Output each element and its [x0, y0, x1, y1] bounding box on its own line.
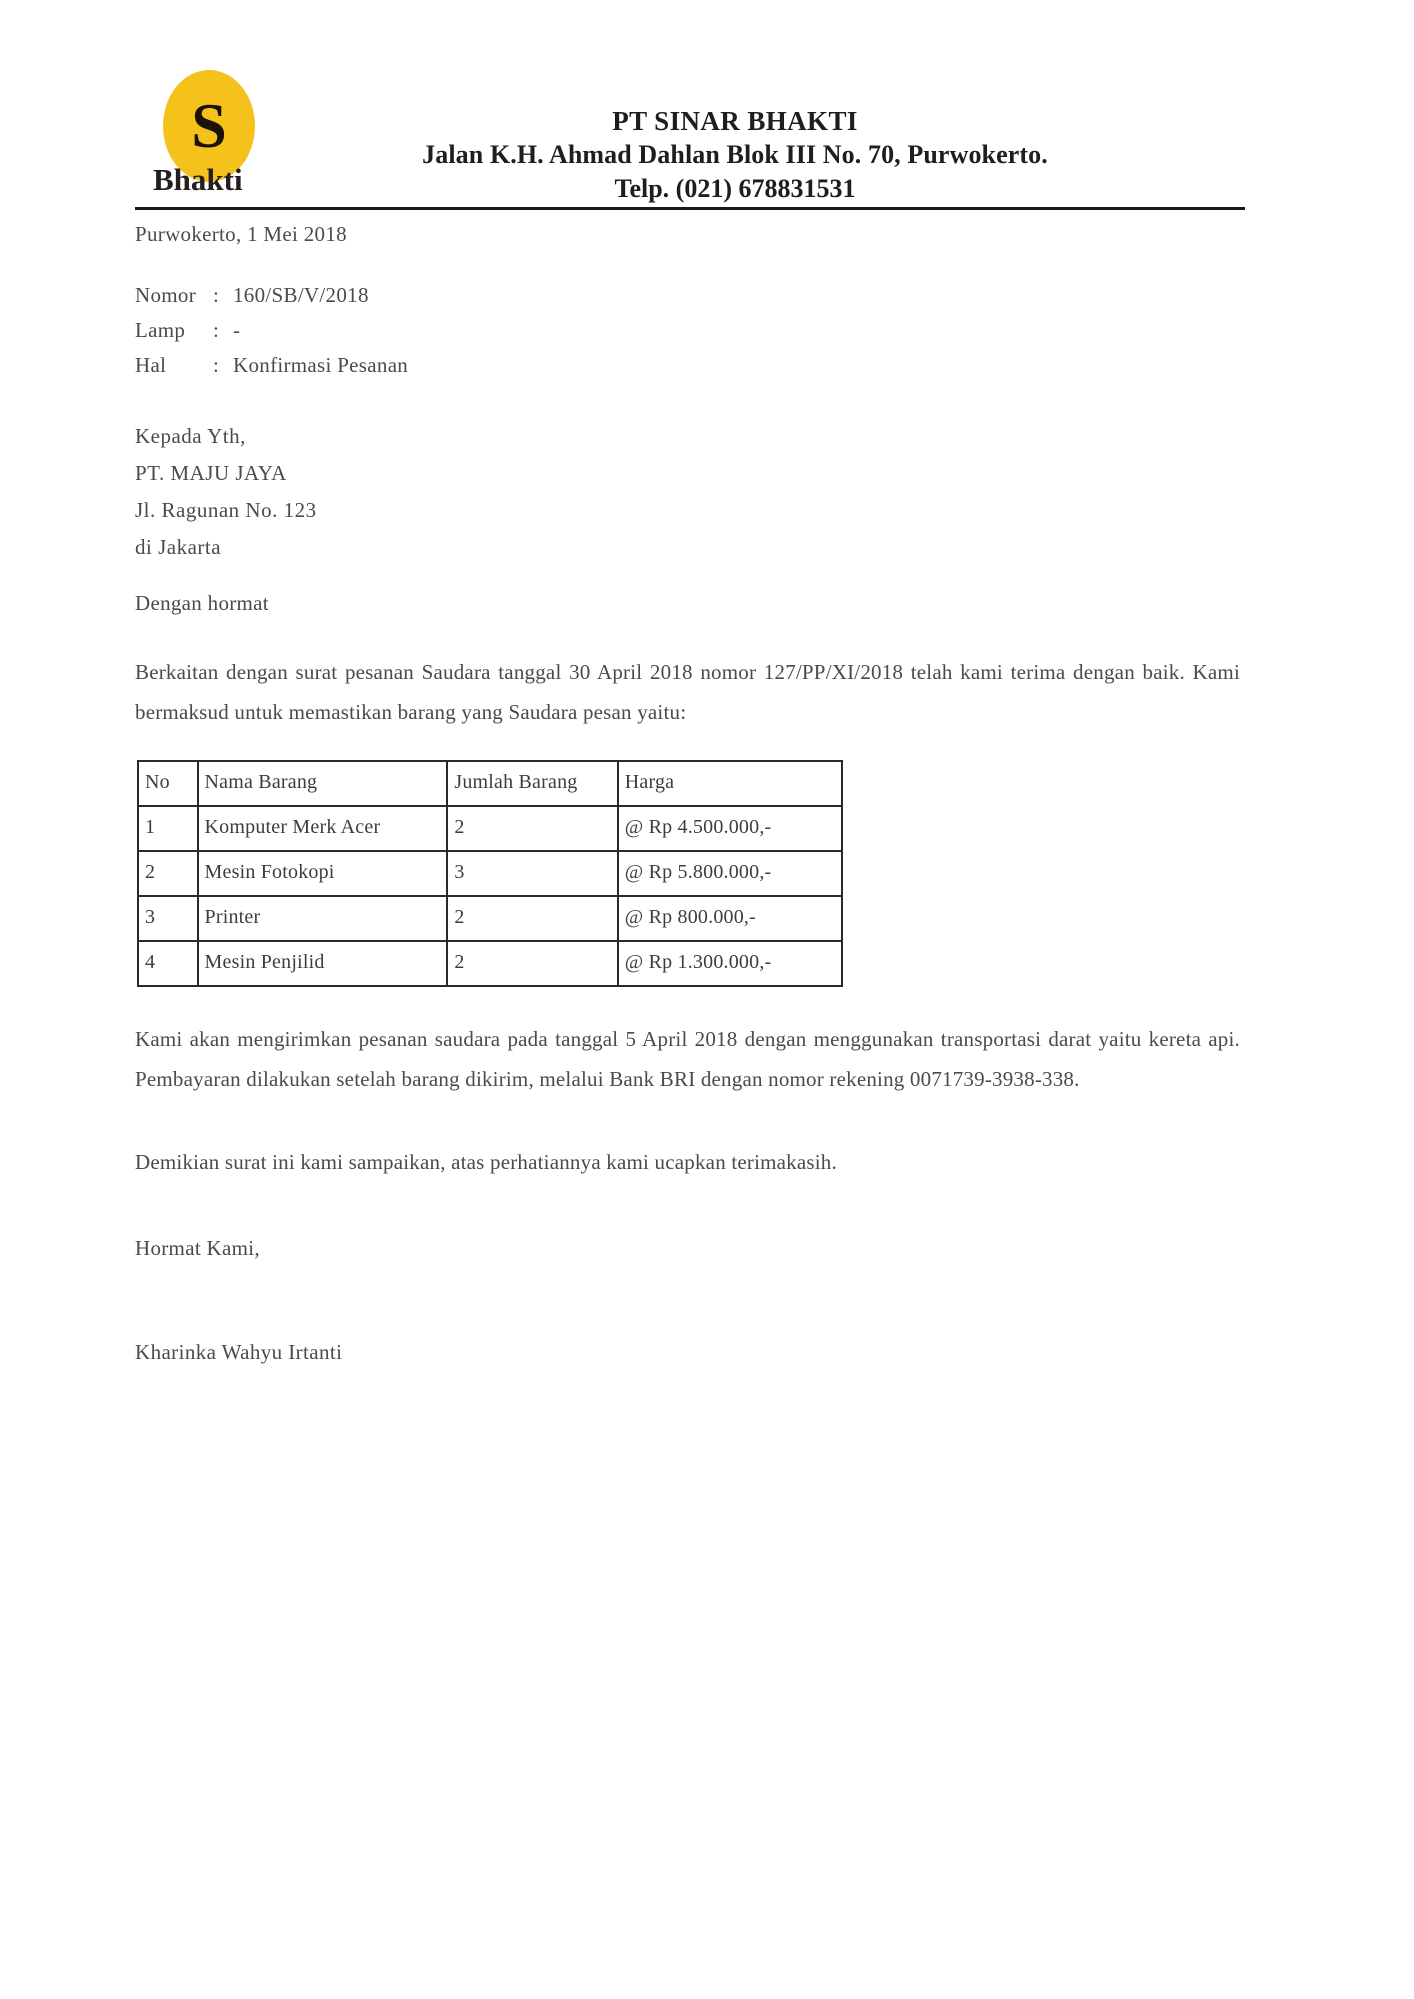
cell-no: 4 [138, 941, 198, 986]
cell-harga: @ Rp 800.000,- [618, 896, 842, 941]
letterhead [135, 62, 1250, 212]
body-paragraph-1: Berkaitan dengan surat pesanan Saudara tanggal 30 April 2018 nomor 127/PP/XI/2018 telah kami terima dengan baik. Kami bermaksud untuk memastikan barang yang Saudara pesan yaitu: [135, 660, 1240, 724]
cell-nama: Mesin Penjilid [198, 941, 448, 986]
metadata-value-nomor: 160/SB/V/2018 [233, 283, 369, 307]
cell-jumlah: 2 [447, 896, 617, 941]
recipient-block [135, 418, 735, 566]
table-header-harga: Harga [618, 761, 842, 806]
recipient-line-1: Kepada Yth, [135, 424, 246, 448]
company-name: PT SINAR BHAKTI [612, 106, 858, 136]
company-phone: Telp. (021) 678831531 [614, 174, 856, 203]
body-paragraph-3: Demikian surat ini kami sampaikan, atas perhatiannya kami ucapkan terimakasih. [135, 1150, 837, 1174]
table-row [138, 896, 842, 941]
metadata-label-lamp: Lamp [135, 318, 186, 342]
cell-nama: Komputer Merk Acer [198, 806, 448, 851]
metadata-row-nomor [135, 278, 735, 313]
cell-no: 2 [138, 851, 198, 896]
recipient-line-3: Jl. Ragunan No. 123 [135, 498, 317, 522]
metadata-row-hal [135, 348, 735, 383]
recipient-line-2: PT. MAJU JAYA [135, 461, 287, 485]
cell-nama: Printer [198, 896, 448, 941]
cell-harga: @ Rp 5.800.000,- [618, 851, 842, 896]
cell-jumlah: 2 [447, 806, 617, 851]
cell-harga: @ Rp 1.300.000,- [618, 941, 842, 986]
closing-line: Hormat Kami, [135, 1236, 260, 1260]
table-header-nama: Nama Barang [198, 761, 448, 806]
body-paragraph-2: Kami akan mengirimkan pesanan saudara pada tanggal 5 April 2018 dengan menggunakan transportasi darat yaitu kereta api. Pembayaran dilakukan setelah barang dikirim, melalui Bank BRI dengan nomor rekening 0071739-3938-338. [135, 1027, 1240, 1091]
recipient-line-4: di Jakarta [135, 535, 222, 559]
cell-jumlah: 2 [447, 941, 617, 986]
metadata-label-hal: Hal [135, 353, 167, 377]
metadata-value-hal: Konfirmasi Pesanan [233, 353, 409, 377]
company-address: Jalan K.H. Ahmad Dahlan Blok III No. 70, Purwokerto. [422, 140, 1048, 169]
cell-jumlah: 3 [447, 851, 617, 896]
metadata-separator-lamp: : [213, 318, 220, 342]
metadata-separator-hal: : [213, 353, 220, 377]
table-header-row [138, 761, 842, 806]
signature-name: Kharinka Wahyu Irtanti [135, 1340, 343, 1364]
table-row [138, 806, 842, 851]
cell-no: 3 [138, 896, 198, 941]
order-items-table [137, 760, 843, 987]
cell-no: 1 [138, 806, 198, 851]
letterhead-text-block [220, 104, 1250, 206]
table-row [138, 941, 842, 986]
letterhead-divider [135, 207, 1245, 210]
table-row [138, 851, 842, 896]
cell-harga: @ Rp 4.500.000,- [618, 806, 842, 851]
table-header-no: No [138, 761, 198, 806]
date-line: Purwokerto, 1 Mei 2018 [135, 222, 347, 246]
cell-nama: Mesin Fotokopi [198, 851, 448, 896]
metadata-label-nomor: Nomor [135, 283, 196, 307]
salutation: Dengan hormat [135, 591, 269, 615]
metadata-separator-nomor: : [213, 283, 220, 307]
logo-letter-s: S [191, 90, 227, 161]
metadata-row-lamp [135, 313, 735, 348]
table-header-jumlah: Jumlah Barang [447, 761, 617, 806]
letter-metadata [135, 278, 735, 383]
logo-wordmark: Bhakti [153, 162, 243, 197]
metadata-value-lamp: - [233, 318, 241, 342]
